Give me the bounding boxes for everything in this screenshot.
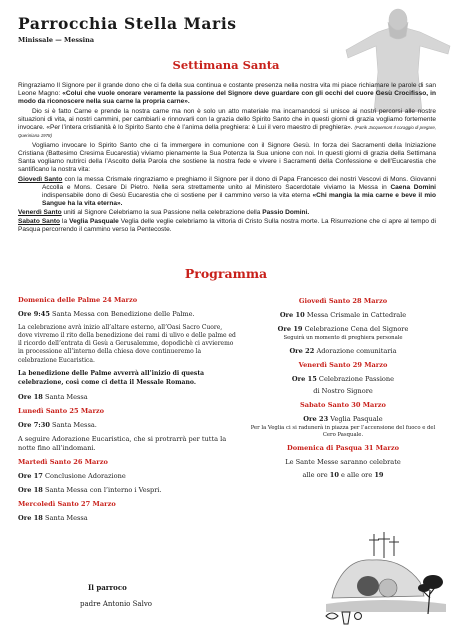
lunedi-date: Lunedì Santo 25 Marzo [18,406,105,415]
martedi-adoration [18,472,236,481]
page-subtitle: Minissale — Messina [18,36,95,44]
lunedi-event: Santa Messa. [52,421,97,430]
intro-venerdi [18,209,436,217]
palme-time: Ore 9:45 [18,310,50,319]
intro-text [18,82,436,235]
intro-sabato-text: la [62,217,68,225]
signature-label: Il parroco [88,583,127,592]
intro-venerdi-bold: Passio Domini. [262,209,310,217]
pasqua-mid: e alle ore [341,470,373,479]
intro-sabato [18,218,436,234]
giovedi-adoration [246,347,440,356]
intro-venerdi-text: uniti al Signore Celebriamo la sua Passione nella celebrazione della [63,209,261,217]
intro-paragraph-2 [18,108,436,140]
signature-name: padre Antonio Salvo [80,600,153,608]
programma-right-column [246,297,440,485]
sabato-veglia [246,415,440,424]
giovedi-date: Giovedì Santo 28 Marzo [298,297,388,305]
intro-giovedi-text: con la messa Crismale ringraziamo e preghiamo il Signore per il dono di Papa Francesco dei nostri Vescovi di Mons. Giovanni Accolla e Mons. Cesare Di Pietro. Nella sera strettamente unito al Ministero Sacerdotale viviamo la Messa in [42,175,436,191]
giovedi-event1: Messa Crismale in Cattedrale [306,311,407,320]
lunedi-time: Ore 7:30 [18,421,50,430]
mercoledi-event: Santa Messa [45,514,88,523]
intro-giovedi-text2: indispensabile dono di Gesù Eucarestia che ci sostiene per il cammino verso la vita eterna [42,191,311,199]
mercoledi-date: Mercoledì Santo 27 Marzo [18,500,116,509]
pasqua-hour1: 10 [329,470,339,479]
palme-time2: Ore 18 [18,392,43,401]
martedi-event2: Santa Messa con l’interno i Vespri. [45,486,162,494]
mercoledi-mass [18,514,236,523]
venerdi-event: Celebrazione Passione [318,375,395,384]
giovedi-time3: Ore 22 [289,346,315,355]
intro-giovedi-label: Giovedì Santo [18,175,63,183]
venerdi-passione [246,375,440,384]
intro-p3-text: Vogliamo invocare lo Spirito Santo che ci fa immergere in comunione con il Signore Gesù. In forza dei Sacramenti della Iniziazione Cristiana (Battesimo Cresima Eucarestia) viviamo pienamente la Sua Potenza la Sua unione con noi. In questi giorni di grazia della Settimana Santa vogliamo nutrirci della l’Ascolto della Parola che sostiene la nostra fede e vivere i Sacramenti della Confessione e dell’Eucarestia che santificano la nostra vita: [18,141,436,173]
martedi-time1: Ore 17 [18,471,43,480]
palme-event: Santa Messa con Benedizione delle Palme. [52,310,195,319]
lunedi-description: A seguire Adorazione Eucaristica, che si protrarrà per tutta la notte fino all’indomani. [18,435,227,452]
palme-note: La benedizione delle Palme avverrà all’inizio di questa celebrazione, così come ci detta il Messale Romano. [18,370,205,386]
venerdi-date: Venerdì Santo 29 Marzo [298,360,388,369]
intro-paragraph-1 [18,82,436,106]
intro-giovedi [18,176,436,208]
giovedi-time2: Ore 19 [277,325,303,334]
intro-sabato-text2: Veglia delle veglie celebriamo la vittoria di Cristo Sulla nostra morte. La Risurrezione che ci apre al tempo di Pasqua percorrendo il cammino verso la Pentecoste. [18,217,436,233]
pasqua-text: Le Sante Messe saranno celebrate [285,458,401,467]
pasqua-date: Domenica di Pasqua 31 Marzo [287,444,399,453]
giovedi-crismale [246,311,440,320]
giovedi-event3: Adorazione comunitaria [316,346,397,355]
martedi-time2: Ore 18 [18,486,43,494]
intro-sabato-bold: Veglia Pasquale [69,217,119,225]
intro-p2-citation: (Patrik Jacquemont Il coraggio di pregare, Queriniana 1978) [18,124,436,139]
programma-title: Programma [184,266,268,281]
palme-evening-mass [18,393,236,402]
martedi-mass [18,486,236,495]
palme-mass [18,310,236,319]
section-title: Settimana Santa [172,58,280,72]
programma-left-column [18,296,236,528]
pasqua-hours [246,471,440,480]
giovedi-event2: Celebrazione Cena del Signore [304,325,409,334]
sabato-date: Sabato Santo 30 Marzo [300,400,386,409]
intro-giovedi-bold1: Caena Domini [390,183,436,191]
intro-venerdi-label: Venerdì Santo [18,209,62,217]
giovedi-cena [246,325,440,334]
intro-sabato-label: Sabato Santo [18,217,60,225]
mercoledi-time: Ore 18 [18,514,43,523]
page-title: Parrocchia Stella Maris [18,14,237,33]
intro-p2-text: Dio si è fatto Carne e prende la nostra carne ma non è solo un atto materiale ma incarnandosi si unisce ai nostri percorsi alle nostre situazioni di vita, ai nostri cammini, per cambiarli e rinnovarli con la grazia dello Spirito Santo che in questi giorni di grazia vogliamo fortemente invocare. «Per l’intera cristianità è lo Spirito Santo che è l’anima della preghiera: è Lui il vero maestro di preghiera». [18,107,436,131]
palme-description: La celebrazione avrà inizio all’altare esterno, all’Oasi Sacro Cuore, dove vivremo il rito della benedizione dei rami di ulivo e delle palme ed il ricordo dell’entrata di Gesù a Gerusalemme, dopodichè ci avvieremo in processione all’interno della chiesa dove continueremo la celebrazione Eucaristica. [18,324,236,364]
intro-giovedi-bold2: «Chi mangia la mia carne e beve il mio Sangue ha la vita eterna». [42,191,436,207]
pasqua-text2: alle ore [302,470,328,479]
sabato-time: Ore 23 [303,414,329,423]
lunedi-mass [18,421,236,430]
giovedi-note: Seguirà un momento di preghiera personale [283,334,403,341]
intro-paragraph-3 [18,142,436,174]
venerdi-passione-line2: di Nostro Signore [313,386,373,395]
martedi-date: Martedì Santo 26 Marzo [18,457,108,466]
venerdi-time: Ore 15 [291,375,317,384]
empty-tomb-crosses-image [324,530,448,630]
martedi-event1: Conclusione Adorazione [45,471,126,480]
sabato-event: Veglia Pasquale [330,414,383,423]
pasqua-hour2: 19 [374,470,384,479]
sabato-note: Per la Veglia ci si radunerà in piazza per l’accensione del fuoco e del Cero Pasquale. [250,425,436,439]
intro-p1-text: Ringraziamo Il Signore per il grande dono che ci fa della sua continua e costante presenza nella nostra vita mi piace richiamare le parole di san Leone Magno: [18,82,436,98]
giovedi-time1: Ore 10 [279,311,305,320]
palme-date: Domenica delle Palme 24 Marzo [18,296,138,304]
palme-event2: Santa Messa [45,392,88,401]
intro-p1-quote: «Colui che vuole onorare veramente la passione del Signore deve guardare con gli occhi del cuore Gesù Crocifisso, in modo da riconoscere nella sua carne la propria carne». [18,90,436,106]
